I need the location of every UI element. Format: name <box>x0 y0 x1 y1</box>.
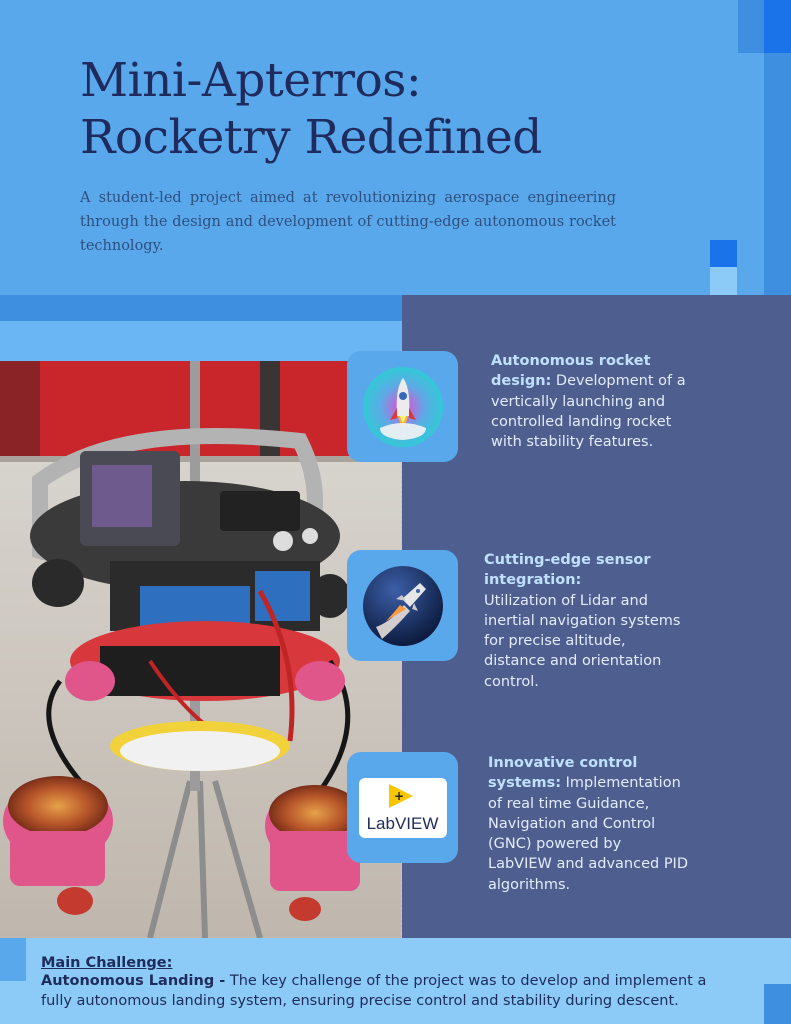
rocket-flight-icon <box>362 565 444 647</box>
feature-3-heading: Innovative control systems: <box>488 755 638 792</box>
decor-square <box>738 0 764 53</box>
title-line-2: Rocketry Redefined <box>80 110 542 165</box>
page-subtitle: A student-led project aimed at revolutionizing aerospace engineering through the design and development of cutting-edge autonomous rocket technology. <box>80 190 616 254</box>
decor-square <box>0 938 26 981</box>
decor-square <box>710 267 737 295</box>
feature-1-heading: Autonomous rocket design: <box>491 353 651 390</box>
main-challenge-label: Main Challenge: <box>41 955 173 971</box>
decor-strip <box>0 295 402 321</box>
svg-text:+: + <box>393 788 404 803</box>
feature-2-icon-tile <box>347 550 458 661</box>
rocket-prototype-photo <box>0 361 402 938</box>
decor-square <box>764 984 791 1024</box>
main-challenge-text <box>41 971 741 1011</box>
title-line-1: Mini-Apterros: <box>80 53 422 108</box>
feature-1-body: Development of a vertically launching and controlled landing rocket with stability features. <box>491 373 686 451</box>
feature-1-text <box>491 351 701 452</box>
feature-3-body: Implementation of real time Guidance, Navigation and Control (GNC) powered by LabVIEW and advanced PID algorithms. <box>488 775 688 893</box>
labview-arrow-icon <box>381 782 421 810</box>
rocket-launch-icon <box>362 366 444 448</box>
page-title <box>80 52 720 166</box>
feature-3-text <box>488 753 688 895</box>
challenge-body: The key challenge of the project was to develop and implement a fully autonomous landing system, ensuring precise control and stability during descent. <box>41 973 707 1009</box>
feature-2-heading: Cutting-edge sensor integration: <box>484 552 651 589</box>
feature-3-icon-tile <box>347 752 458 863</box>
labview-logo-icon <box>359 778 447 838</box>
challenge-lead: Autonomous Landing - <box>41 973 226 989</box>
decor-band <box>0 321 402 361</box>
decor-square <box>764 0 791 53</box>
feature-2-body: Utilization of Lidar and inertial navigation systems for precise altitude, distance and orientation control. <box>484 592 681 690</box>
decor-square <box>710 240 737 267</box>
feature-1-icon-tile <box>347 351 458 462</box>
decor-square <box>764 53 791 295</box>
labview-logo-text: LabVIEW <box>366 813 439 833</box>
feature-2-text <box>484 550 684 692</box>
